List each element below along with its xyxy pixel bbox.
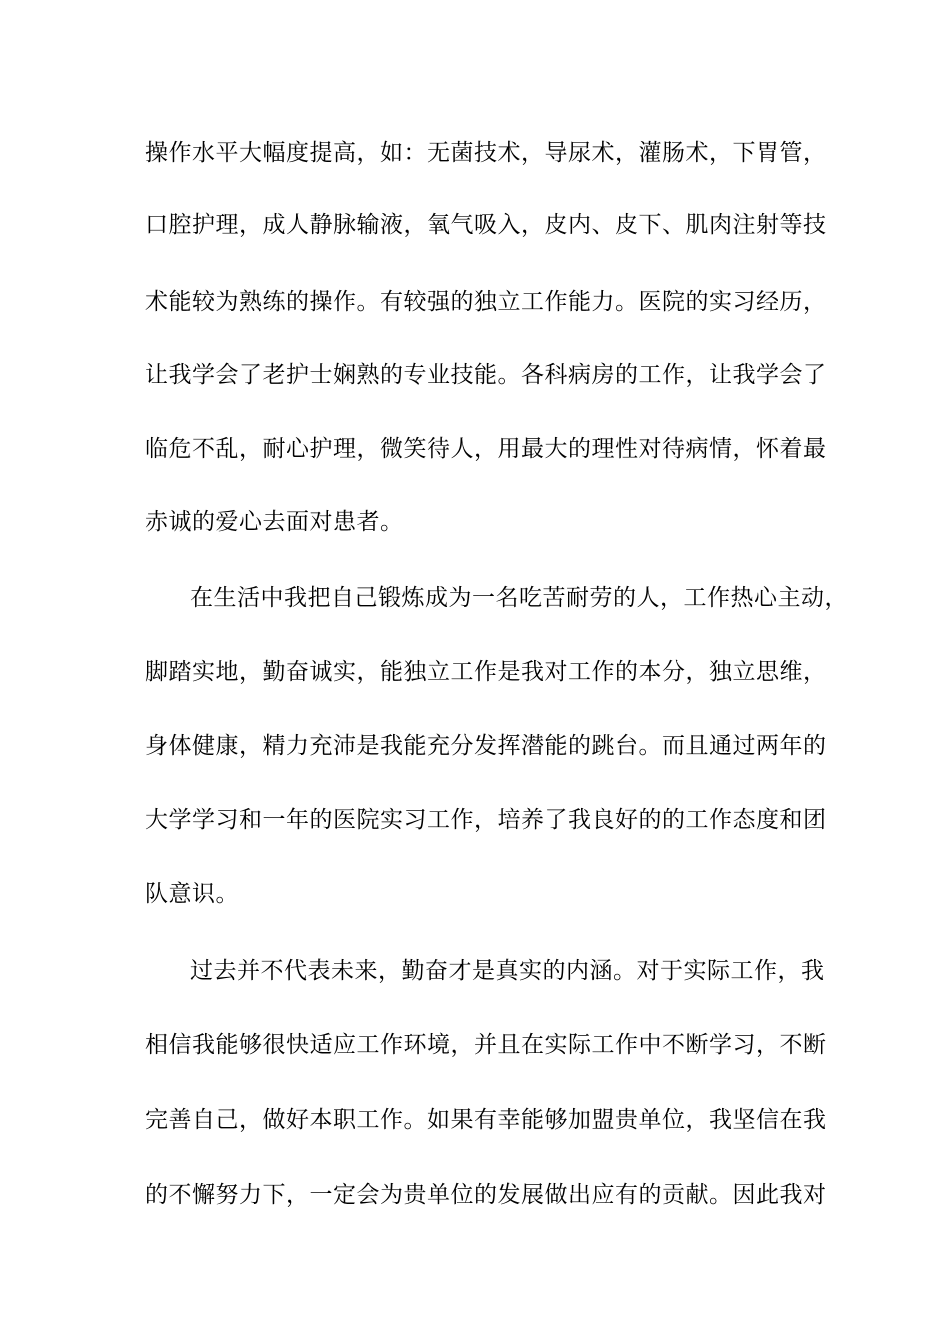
text-line: 口腔护理，成人静脉输液，氧气吸入，皮内、皮下、肌肉注射等技 [145, 212, 827, 238]
text-line: 赤诚的爱心去面对患者。 [145, 509, 404, 535]
paragraph-first-line: 在生活中我把自己锻炼成为一名吃苦耐劳的人，工作热心主动， [190, 585, 848, 611]
text-line: 脚踏实地，勤奋诚实，能独立工作是我对工作的本分，独立思维， [145, 659, 827, 685]
text-line: 术能较为熟练的操作。有较强的独立工作能力。医院的实习经历， [145, 289, 827, 315]
text-line: 身体健康，精力充沛是我能充分发挥潜能的跳台。而且通过两年的 [145, 733, 827, 759]
text-line: 操作水平大幅度提高，如：无菌技术，导尿术，灌肠术，下胃管， [145, 140, 827, 166]
text-line: 临危不乱，耐心护理，微笑待人，用最大的理性对待病情，怀着最 [145, 436, 827, 462]
text-line: 的不懈努力下，一定会为贵单位的发展做出应有的贡献。因此我对 [145, 1182, 827, 1208]
text-line: 让我学会了老护士娴熟的专业技能。各科病房的工作，让我学会了 [145, 362, 827, 388]
text-line: 大学学习和一年的医院实习工作，培养了我良好的的工作态度和团 [145, 807, 827, 833]
text-line: 队意识。 [145, 881, 239, 907]
text-line: 相信我能够很快适应工作环境，并且在实际工作中不断学习，不断 [145, 1032, 827, 1058]
paragraph-first-line: 过去并不代表未来，勤奋才是真实的内涵。对于实际工作，我 [190, 958, 825, 984]
text-line: 完善自己，做好本职工作。如果有幸能够加盟贵单位，我坚信在我 [145, 1107, 827, 1133]
